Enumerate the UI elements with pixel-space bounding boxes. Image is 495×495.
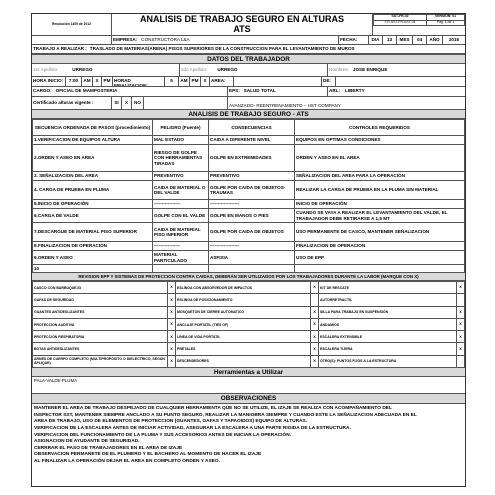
- company-label: EMPRESA:: [113, 36, 138, 42]
- ats-step: 3. SEÑALIZACION DEL AREA: [33, 172, 153, 181]
- ats-consequence: ASFIXIA: [209, 251, 295, 265]
- epp-item-label: ANDAMIOS: [319, 318, 457, 330]
- epp-item-mark[interactable]: X: [457, 318, 465, 330]
- epp-item-mark[interactable]: X: [311, 282, 319, 294]
- arl-label: ARL:: [329, 87, 340, 93]
- resolution-text: Resolución 1409 de 2012: [51, 21, 92, 26]
- ats-step: 6.CARGA DE VALDE: [33, 209, 153, 223]
- observations-text: [32, 404, 465, 467]
- ats-hazard: MATERIAL PARTICULADO: [153, 251, 209, 265]
- date-code: F.R-SST-FR-SST-04: [374, 20, 427, 26]
- epp-title: REVISION EPP Y SISTEMAS DE PROTECCION CONTRA CAIDAS, DEBERÁN SER UTILIZADOS POR LOS TRABAJADORES DURANTE LA LABOR (MARQUE CON X): [32, 273, 465, 281]
- code-label: SST-FR-02: [374, 15, 427, 21]
- de-label: DE:: [322, 77, 336, 86]
- epp-item-mark[interactable]: X: [168, 306, 176, 318]
- cert-si-label: SI: [112, 97, 122, 109]
- epp-item-label: PRETALES: [176, 343, 311, 355]
- ats-hazard: [153, 265, 209, 273]
- start-pm: PM: [102, 77, 113, 86]
- eps-label: EPS:: [229, 87, 240, 93]
- epp-row: [33, 318, 465, 330]
- ats-row: [33, 145, 465, 172]
- epp-item-mark[interactable]: X: [457, 306, 465, 318]
- area-label: AREA:: [210, 77, 234, 86]
- names-label: Nombres:: [329, 67, 349, 73]
- ats-control: [295, 265, 465, 273]
- epp-item-label: ARNÉS DE CUERPO COMPLETO (MULTIPROPÓSITO O DIELÉCTRICO, SEGÚN APLIQUE): [33, 355, 168, 367]
- epp-item-mark[interactable]: X: [457, 343, 465, 355]
- ats-consequence: GOLPE POR CAIDA DE OBJETOS: [209, 223, 295, 242]
- form-header: [32, 14, 465, 36]
- ats-header-row: [33, 120, 465, 136]
- ats-row: [33, 136, 465, 145]
- start-label: HORA INICIO:: [32, 77, 66, 86]
- company-row: [32, 36, 465, 45]
- day-value: 13: [383, 36, 397, 44]
- epp-item-label: PROTECCION AUDITIVA: [33, 318, 168, 330]
- epp-item-label: ESLINGA CON ABSORVEDOR DE IMPACTOS: [176, 282, 311, 294]
- epp-item-mark[interactable]: X: [311, 318, 319, 330]
- start-x: X: [93, 77, 102, 86]
- code-cell: [373, 14, 465, 35]
- observations-section-title: OBSERVACIONES: [32, 394, 465, 404]
- ats-step: 10: [33, 265, 153, 273]
- epp-item-mark[interactable]: X: [457, 282, 465, 294]
- epp-item-label: KIT DE RESCATE: [319, 282, 457, 294]
- end-x: X: [201, 77, 210, 86]
- task-value: TRASLADO DE MATERIAS(ARENA) PISOS SUPERIORES DE LA CONSTRUCCION PARA EL LEVANTAMIENTO DE MUROS: [89, 46, 355, 52]
- epp-item-mark[interactable]: X: [168, 282, 176, 294]
- eps-value: SALUD TOTAL: [243, 87, 276, 93]
- epp-item-label: ANCLAJE PORTATIL (TIES OF): [176, 318, 311, 330]
- ats-row: [33, 223, 465, 242]
- epp-item-mark[interactable]: X: [168, 355, 176, 367]
- cargo-value: OFICIAL DE MAMPOSTERIA: [55, 87, 118, 93]
- ats-section-title: ANALISIS DE TRABAJO SEGURO - ATS: [32, 110, 465, 119]
- epp-row: [33, 343, 465, 355]
- epp-row: [33, 331, 465, 343]
- schedule-row: [32, 77, 465, 87]
- ats-consequence: GOLPE POR CAIDA DE OBJETOS- TRAUMAS: [209, 181, 295, 200]
- names-value: JOSE ENRIQUE: [352, 67, 388, 73]
- year-label: AÑO: [427, 36, 443, 44]
- ats-control: REALIZAR LA CARGA DE PRUEBA EN LA PLUMA SIN MATERIAL: [295, 181, 465, 200]
- date-label: FECHA:: [339, 36, 369, 44]
- ats-hazard: GOLPE CON EL VALDE: [153, 209, 209, 223]
- start-time: 7:00: [66, 77, 82, 86]
- ats-step: 4. CARGA DE PRUEBA EN PLUMA: [33, 181, 153, 200]
- observation-line: CERRRAR EL PASO DE TRABAJADORES EN EL AREA DE IZAJE: [34, 445, 183, 451]
- certificate-row: [32, 97, 465, 110]
- tools-value: PALA-VALDE-PLUMA: [32, 377, 465, 394]
- end-am: AM: [179, 77, 190, 86]
- page-label: Pág. 1 de 1: [427, 20, 465, 26]
- epp-item-mark[interactable]: X: [457, 331, 465, 343]
- epp-item-label: ESCALERA EXTENSIBLE: [319, 331, 457, 343]
- ats-step: 2.ORDEN Y ASEO EN AREA: [33, 145, 153, 172]
- epp-item-label: SILLA PARA TRABAJO EN SUSPENSIÓN: [319, 306, 457, 318]
- epp-item-mark[interactable]: [311, 294, 319, 306]
- epp-row: [33, 355, 465, 367]
- ats-control: FINALIZACION DE OPERACION: [295, 242, 465, 251]
- arl-value: LIBERTY: [344, 87, 365, 93]
- tools-section-title: Herramientas a Utilizar: [32, 368, 465, 377]
- observation-line: OBSERVACION PERMANETE DE EL PLUMERO Y EL BACHERO AL MOMENTO DE HACER EL IZAJE: [34, 452, 262, 458]
- end-time: 5: [165, 77, 179, 86]
- ats-row: [33, 242, 465, 251]
- cert-label: Certificado alturas vigente :: [32, 97, 112, 109]
- ats-consequence: [209, 265, 295, 273]
- worker-names-row: [32, 64, 465, 77]
- observation-line: AREA DE TRABAJO, USO DE ELEMENTOS DE PROTECCION (GUANTES, GAFAS Y TAPAOIDOS) EQUIPO DE ALTURAS.: [34, 419, 308, 425]
- epp-item-label: PROTECCION RESPIRATORIA: [33, 331, 168, 343]
- observation-line: VERIFICACION DEL FUNCIONAMIENTO DE LA PLUMA Y SUS ACCESORIOS ANTES DE INICIAR LA OPERACIÓN.: [34, 432, 292, 438]
- form-title: ANALISIS DE TRABAJO SEGURO EN ALTURAS: [139, 14, 344, 25]
- epp-item-mark[interactable]: X: [168, 331, 176, 343]
- ats-header-steps: SECUENCIA ORDENADA DE PASOS (procedimiento): [33, 120, 153, 136]
- surname2-label: 2do Apellido:: [181, 67, 208, 73]
- ats-header-controls: CONTROLES REQUERIDOS: [295, 120, 465, 136]
- epp-item-label: ESCALERA TIJERA: [319, 343, 457, 355]
- epp-item-mark[interactable]: X: [168, 318, 176, 330]
- cargo-label: CARGO:: [33, 87, 52, 93]
- de-value: [336, 77, 465, 86]
- resolution-cell: [32, 14, 112, 35]
- ats-consequence: -------------------: [209, 242, 295, 251]
- ats-consequence: -------------------: [209, 200, 295, 209]
- form-subtitle: ATS: [233, 23, 251, 34]
- ats-row: [33, 251, 465, 265]
- ats-control: ORDEN Y ASEO EN EL AREA: [295, 145, 465, 172]
- area-value: [234, 77, 322, 86]
- surname1-value: URREGO: [72, 67, 93, 73]
- ats-control: INICIO DE OPERACIÓN: [295, 200, 465, 209]
- epp-item-mark[interactable]: X: [311, 306, 319, 318]
- observation-line: MANTENER EL AREA DE TRABAJO DESPEJADO DE CUALQUIER HERRAMIENTA QUE NO SE UTILIZE, EL IZAJE SE REALIZA CON ACOMPAÑAMIENTO DEL: [34, 406, 392, 412]
- start-am: AM: [82, 77, 93, 86]
- worker-section-title: DATOS DEL TRABAJADOR: [32, 54, 465, 64]
- ats-hazard: PREVENTIVO: [153, 172, 209, 181]
- epp-item-mark[interactable]: X: [311, 331, 319, 343]
- epp-row: [33, 282, 465, 294]
- ats-hazard: -----------------: [153, 242, 209, 251]
- ats-step: 9.ORDEN Y ASEO: [33, 251, 153, 265]
- epp-item-mark[interactable]: X: [168, 294, 176, 306]
- ats-table: [32, 119, 465, 273]
- surname1-label: 1er Apellido:: [33, 67, 59, 73]
- epp-item-label: BOTAS ANTIDESLIZANTES: [33, 343, 168, 355]
- epp-item-label: GUANTES ANTIDESLIZANTES: [33, 306, 168, 318]
- ats-consequence: CAIDA A DIFERENTE NIVEL: [209, 136, 295, 145]
- observation-line: ASIGNACION DE AYUDANTE DE SEGURIDAD.: [34, 439, 140, 445]
- ats-row: [33, 200, 465, 209]
- epp-item-mark[interactable]: X: [311, 343, 319, 355]
- task-row: [32, 45, 465, 54]
- epp-item-label: LINEA DE VIDA PORTATIL: [176, 331, 311, 343]
- ats-control: SEÑALIZACION DEL AREA PARA LA OPERACIÓN: [295, 172, 465, 181]
- ats-hazard: -----------------: [153, 200, 209, 209]
- ats-hazard: CAIDA DE MATERIAL O DEL VALDE: [153, 181, 209, 200]
- ats-step: 5.INICIO DE OPERACIÓN: [33, 200, 153, 209]
- surname2-value: URREGO: [217, 67, 238, 73]
- cert-si-mark: X: [122, 97, 132, 109]
- cert-note: AVANZADO- REENTRENAMIENTO – HST COMPANY: [229, 103, 341, 109]
- ats-consequence: GOLPE EN EXTREMIDADES: [209, 145, 295, 172]
- end-label: HORAD FINALIZACION:: [113, 77, 165, 86]
- ats-hazard: RIESGO DE GOLPE CON HERRAMIENTAS TIRADAS: [153, 145, 209, 172]
- year-value: 2016: [448, 36, 460, 42]
- epp-item-label: OTRO(S): PUNTOS FIJOS A LA ESTRUCTURA: [319, 355, 457, 367]
- ats-step: 1.VERIFICACION DE EQUIPOS ALTURA: [33, 136, 153, 145]
- observation-line: VERIFICACION DE LA ESCALERA ANTES DE INICIAR ACTIVIDAD, ASEGURAR LA ESCALERA A UNA PARTE RIGIDA DE LA ESTRUCTURA.: [34, 425, 351, 431]
- epp-item-label: AUTORRETRACTIL: [319, 294, 457, 306]
- ats-control: EQUIPOS EN OPTIMAS CONDICIONES: [295, 136, 465, 145]
- cargo-row: [32, 87, 465, 97]
- ats-control: USO DE EPP: [295, 251, 465, 265]
- epp-item-mark[interactable]: [457, 355, 465, 367]
- ats-step: 7.DESCARGUE DE MATERIAL PISO SUPERIOR: [33, 223, 153, 242]
- ats-form: [31, 13, 466, 487]
- epp-row: [33, 306, 465, 318]
- ats-row: [33, 209, 465, 223]
- ats-consequence: PREVENTIVO: [209, 172, 295, 181]
- ats-step: 8.FINALIZACION DE OPERACIÓN: [33, 242, 153, 251]
- task-label: TRABAJO A REALIZAR :: [33, 46, 87, 52]
- ats-header-hazard: PELIGRO (Fuente): [153, 120, 209, 136]
- company-value: CONSTRUCTORA L&A: [141, 36, 190, 42]
- epp-item-mark[interactable]: X: [311, 355, 319, 367]
- epp-item-mark[interactable]: [457, 294, 465, 306]
- month-value: 04: [413, 36, 427, 44]
- epp-table: [32, 281, 465, 368]
- epp-item-label: CASCO CON BARBUQUEJO: [33, 282, 168, 294]
- day-label: DIA: [369, 36, 383, 44]
- month-label: MES: [397, 36, 413, 44]
- ats-row: [33, 172, 465, 181]
- ats-header-consequence: CONSECUENCIAS: [209, 120, 295, 136]
- epp-item-label: MOSQUETON DE CIERRE AUTOMATICO: [176, 306, 311, 318]
- epp-item-label: DESCENDEDORES: [176, 355, 311, 367]
- epp-item-label: ESLINGA DE POSICIONAMIENTO: [176, 294, 311, 306]
- ats-control: CUANDO SE VAYA A REALIZAR EL LEVANTAMIENTO DEL VALDE, EL TRABAJADOR DEBE RETIRARSE A 1,5 MT: [295, 209, 465, 223]
- version-label: VERSION: 01: [427, 15, 465, 21]
- ats-consequence: GOLPE EN MANOS O PIES: [209, 209, 295, 223]
- epp-row: [33, 294, 465, 306]
- end-pm: PM: [190, 77, 201, 86]
- epp-item-mark[interactable]: X: [168, 343, 176, 355]
- observation-line: AL FINALIZAR LA OPERACIÓN DEJAR EL AREA EN COMPLETO ORDEN Y ASEO.: [34, 458, 220, 464]
- cert-no-mark: [144, 97, 228, 109]
- title-cell: [112, 14, 373, 35]
- ats-hazard: CAIDA DE MATERIAL PISO INFERIOR: [153, 223, 209, 242]
- ats-control: USO PERMANENTE DE CASCO, MANTENER SEÑALIZACION: [295, 223, 465, 242]
- ats-hazard: MAL ESTADO: [153, 136, 209, 145]
- ats-row: [33, 265, 465, 273]
- epp-item-label: GAFAS DE SEGURIDAD: [33, 294, 168, 306]
- ats-row: [33, 181, 465, 200]
- observation-line: INSPECTOR SST, MANTENER SIEMPRE ANCLADO A SU PUNTO SEGURO, REALIZAR LA MANIOBRA SIEMPRE Y CUANDO ESTE LA SEÑALIZACION ADECUADA EN EL: [34, 412, 417, 418]
- cert-no-label: NO: [132, 97, 144, 109]
